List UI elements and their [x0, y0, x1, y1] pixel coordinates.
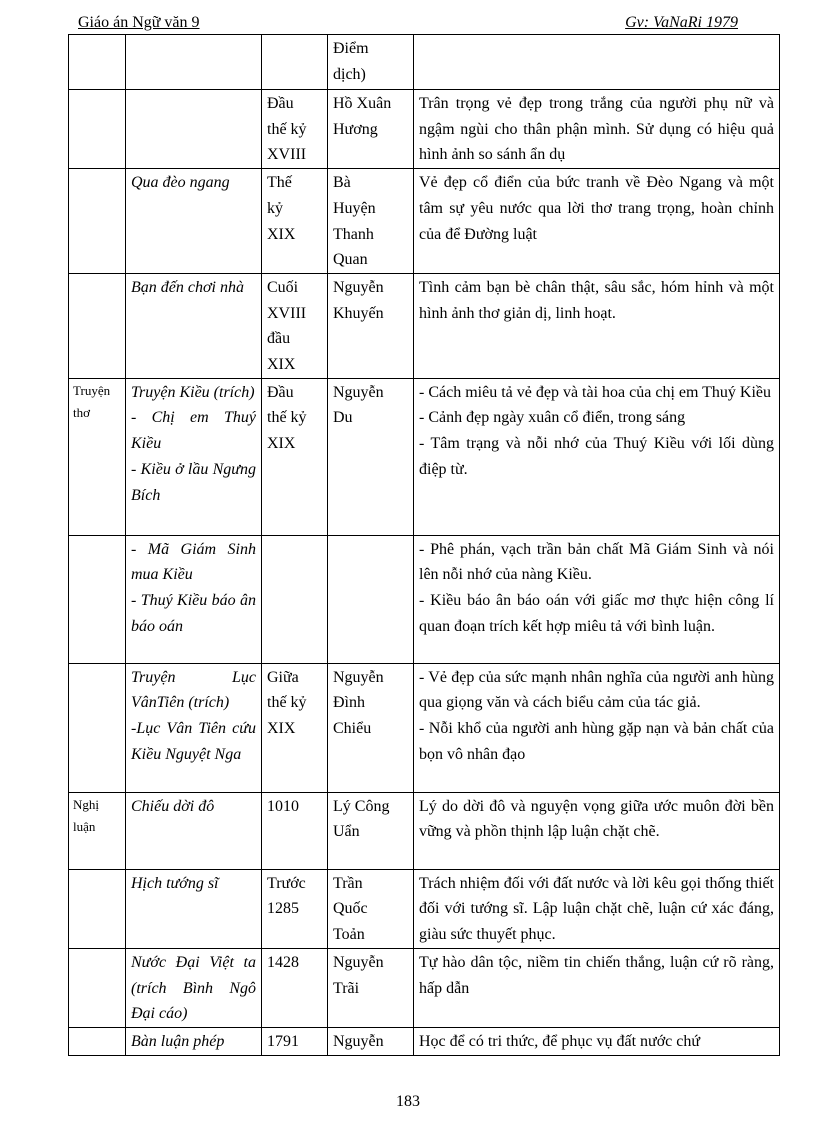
genre-cell: [69, 35, 126, 90]
author-line: Hồ Xuân: [333, 95, 392, 112]
content-line: - Cảnh đẹp ngày xuân cổ điển, trong sáng: [419, 409, 686, 427]
period-cell: [262, 90, 328, 169]
author-cell: [328, 792, 414, 869]
content-line: Tự hào dân tộc, niềm tin chiến thắng, luận cứ rõ ràng, hấp dẫn: [419, 953, 774, 997]
period-line: thế kỷ: [267, 120, 307, 138]
author-line: Nguyễn: [333, 383, 384, 401]
period-line: Giữa: [267, 668, 299, 686]
period-line: Cuối: [267, 278, 299, 296]
work-title-line: - Chị em Thuý Kiều: [131, 409, 256, 453]
genre-cell: [69, 169, 126, 274]
content-line: Học để có tri thức, để phục vụ đất nước chứ: [419, 1032, 701, 1050]
author-line: Điểm: [333, 40, 369, 57]
period-cell: [262, 35, 328, 90]
genre-cell: [69, 869, 126, 948]
author-line: Đình: [333, 694, 365, 712]
author-line: Hương: [333, 120, 378, 138]
period-line: 1010: [267, 797, 299, 815]
content-line: - Nỗi khổ của người anh hùng gặp nạn và bản chất của bọn vô nhân đạo: [419, 720, 774, 763]
genre-cell: [69, 273, 126, 378]
author-line: Huyện: [333, 199, 376, 217]
author-cell: [328, 378, 414, 535]
period-cell: [262, 663, 328, 792]
genre-cell: [69, 663, 126, 792]
content-line: - Tâm trạng và nỗi nhớ của Thuý Kiều với lối dùng điệp từ.: [419, 435, 774, 478]
content-cell: [414, 792, 780, 869]
author-cell: [328, 35, 414, 90]
author-line: Khuyến: [333, 304, 384, 322]
table-row: [69, 663, 780, 792]
author-line: Trần: [333, 874, 363, 892]
table-row: [69, 378, 780, 535]
work-title-cell: [126, 869, 262, 948]
work-title-line: Nước Đại Việt ta (trích Bình Ngô Đại cáo): [131, 953, 256, 1023]
header-title: Giáo án Ngữ văn 9: [78, 14, 200, 31]
period-cell: [262, 948, 328, 1027]
work-title-cell: [126, 378, 262, 535]
period-cell: [262, 378, 328, 535]
content-line: - Kiều báo ân báo oán với giấc mơ thực hiện công lí quan đoạn trích kết hợp miêu tả với bình luận.: [419, 592, 774, 635]
content-cell: [414, 35, 780, 90]
period-line: 1791: [267, 1032, 299, 1050]
author-cell: [328, 90, 414, 169]
content-cell: [414, 663, 780, 792]
table-row: [69, 169, 780, 274]
period-cell: [262, 169, 328, 274]
content-cell: [414, 273, 780, 378]
author-line: Quan: [333, 251, 368, 269]
period-line: đầu: [267, 330, 291, 348]
genre-cell: [69, 535, 126, 663]
author-cell: [328, 948, 414, 1027]
work-title-cell: [126, 273, 262, 378]
work-title-cell: [126, 169, 262, 274]
work-title-cell: [126, 792, 262, 869]
period-cell: [262, 535, 328, 663]
work-title-line: Bạn đến chơi nhà: [131, 278, 244, 296]
work-title-line: Truyện Kiều (trích): [131, 383, 255, 401]
work-title-cell: [126, 35, 262, 90]
table-row: [69, 792, 780, 869]
content-line: Lý do dời đô và nguyện vọng giữa ước muôn đời bền vững và phồn thịnh lập luận chặt chẽ.: [419, 797, 774, 841]
genre-cell: [69, 1027, 126, 1055]
author-cell: [328, 169, 414, 274]
period-line: XIX: [267, 435, 296, 453]
content-cell: [414, 169, 780, 274]
period-line: XIX: [267, 225, 296, 243]
content-line: Trách nhiệm đối với đất nước và lời kêu gọi thống thiết đối với tướng sĩ. Lập luận chặt chẽ, luận cứ xác đáng, giàu sức thuyết phục.: [419, 874, 774, 944]
table-row: [69, 1027, 780, 1055]
period-line: 1285: [267, 900, 299, 918]
period-line: kỷ: [267, 199, 283, 217]
work-title-line: Qua đèo ngang: [131, 174, 230, 192]
author-line: Nguyễn: [333, 1032, 384, 1050]
work-title-line: - Kiều ở lầu Ngưng Bích: [131, 460, 256, 504]
table-row: [69, 35, 780, 90]
literature-table: [68, 34, 780, 1056]
period-line: XVIII: [267, 146, 307, 164]
author-cell: [328, 535, 414, 663]
content-line: - Vẻ đẹp của sức mạnh nhân nghĩa của người anh hùng qua giọng văn và cách biểu cảm của tác giả.: [419, 668, 774, 712]
period-line: Thế: [267, 174, 292, 192]
author-line: Nguyễn: [333, 668, 384, 686]
period-line: Đầu: [267, 383, 294, 401]
author-cell: [328, 1027, 414, 1055]
genre-cell: Nghị luận: [69, 792, 126, 869]
content-line: Tình cảm bạn bè chân thật, sâu sắc, hóm hỉnh và một hình ảnh thơ giản dị, linh hoạt.: [419, 278, 774, 322]
author-line: Quốc: [333, 900, 368, 918]
table-row: [69, 948, 780, 1027]
period-line: Trước: [267, 874, 306, 892]
work-title-line: Truyện Lục VânTiên (trích): [131, 668, 256, 712]
period-line: XVIII: [267, 304, 307, 322]
work-title-line: Bàn luận phép: [131, 1032, 225, 1050]
work-title-cell: [126, 948, 262, 1027]
work-title-cell: [126, 1027, 262, 1055]
page-number: 183: [396, 1093, 420, 1110]
work-title-line: Hịch tướng sĩ: [131, 874, 219, 892]
author-line: Uẩn: [333, 823, 360, 841]
author-line: Du: [333, 409, 353, 427]
content-line: Trân trọng vẻ đẹp trong trắng của người phụ nữ và ngậm ngùi cho thân phận mình. Sử dụng có hiệu quả hình ảnh so sánh ẩn dụ: [419, 95, 774, 164]
genre-cell: Truyện thơ: [69, 378, 126, 535]
period-line: XIX: [267, 720, 296, 738]
author-line: Thanh: [333, 225, 374, 243]
author-line: Lý Công: [333, 797, 390, 815]
work-title-line: Chiếu dời đô: [131, 797, 215, 815]
table-row: [69, 273, 780, 378]
period-line: 1428: [267, 953, 299, 971]
content-line: - Cách miêu tả vẻ đẹp và tài hoa của chị em Thuý Kiều: [419, 383, 772, 401]
author-line: dịch): [333, 65, 366, 83]
table-row: [69, 535, 780, 663]
content-cell: [414, 378, 780, 535]
content-cell: [414, 948, 780, 1027]
author-cell: [328, 663, 414, 792]
table-row: [69, 90, 780, 169]
author-line: Nguyễn: [333, 953, 384, 971]
work-title-line: - Thuý Kiều báo ân báo oán: [131, 592, 256, 635]
period-line: thế kỷ: [267, 409, 307, 427]
period-line: XIX: [267, 356, 296, 374]
work-title-cell: [126, 535, 262, 663]
period-cell: [262, 869, 328, 948]
work-title-line: -Lục Vân Tiên cứu Kiều Nguyệt Nga: [131, 720, 256, 763]
page-header: [78, 10, 738, 32]
period-cell: [262, 1027, 328, 1055]
author-line: Trãi: [333, 979, 360, 997]
header-author: Gv: VaNaRi 1979: [625, 14, 738, 31]
author-line: Bà: [333, 174, 351, 192]
work-title-line: - Mã Giám Sinh mua Kiều: [131, 540, 256, 584]
author-cell: [328, 273, 414, 378]
author-line: Nguyễn: [333, 278, 384, 296]
content-cell: [414, 535, 780, 663]
author-cell: [328, 869, 414, 948]
content-line: Vẻ đẹp cổ điển của bức tranh về Đèo Ngang và một tâm sự yêu nước qua lời thơ trang trọng, hoàn chỉnh của để Đường luật: [419, 174, 774, 243]
genre-cell: [69, 90, 126, 169]
table-row: [69, 869, 780, 948]
content-line: - Phê phán, vạch trần bản chất Mã Giám Sinh và nói lên nỗi nhớ của nàng Kiều.: [419, 540, 774, 584]
period-cell: [262, 792, 328, 869]
work-title-cell: [126, 663, 262, 792]
work-title-cell: [126, 90, 262, 169]
content-cell: [414, 869, 780, 948]
period-line: thế kỷ: [267, 694, 307, 712]
content-cell: [414, 90, 780, 169]
genre-cell: [69, 948, 126, 1027]
author-line: Toản: [333, 926, 365, 944]
author-line: Chiểu: [333, 720, 372, 738]
period-line: Đầu: [267, 95, 294, 112]
content-cell: [414, 1027, 780, 1055]
period-cell: [262, 273, 328, 378]
